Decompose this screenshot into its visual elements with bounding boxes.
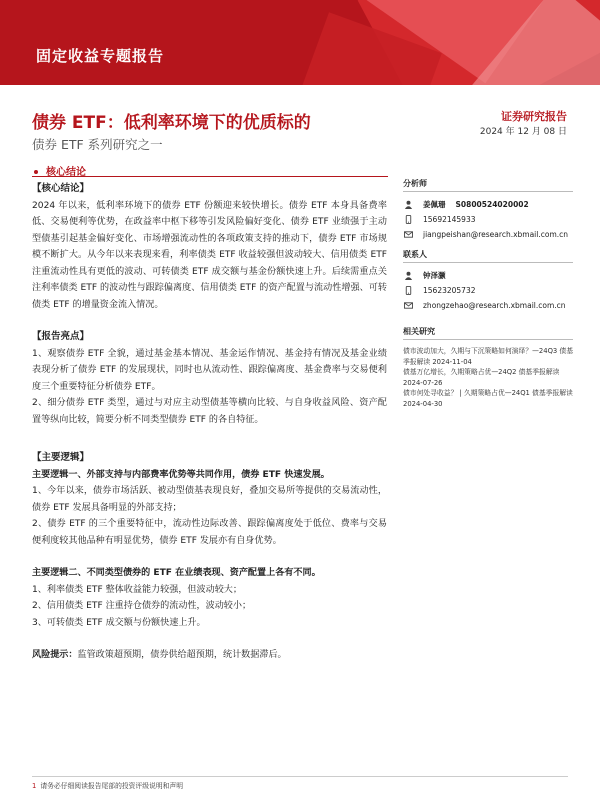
analyst-cert: S0800524020002 (455, 200, 529, 209)
logic-item: 1、今年以来，债券市场活跃、被动型债基表现良好，叠加交易所等提供的交易流动性，债券 ETF 发展具备明显的外部支持； (32, 486, 387, 513)
related-research-item[interactable]: 债基万亿增长，久期策略占优—24Q2 债基季报解读 2024-07-26 (403, 368, 560, 387)
contact-phone-row (403, 284, 573, 297)
logic-item: 2、信用债类 ETF 注重持仓债券的流动性，波动较小； (32, 601, 252, 611)
person-icon (403, 200, 414, 209)
highlight-item: 1、观察债券 ETF 全貌，通过基金基本情况、基金运作情况、基金持有情况及基金业绩表现分析了债券 ETF 的发展现状，同时也从流动性、跟踪偏离度、基金费率与交易便利度三个重要特征分析债券 ETF。 (32, 348, 387, 392)
person-icon (403, 271, 414, 280)
email-icon (403, 230, 414, 239)
footer-disclaimer: 请务必仔细阅读报告尾部的投资评级说明和声明 (40, 782, 184, 790)
sidebar (403, 178, 573, 409)
logic-item: 3、可转债类 ETF 成交额与份额快速上升。 (32, 617, 206, 628)
page-number: 1 (32, 782, 37, 790)
risk-text: 监管政策超预期，债券供给超预期，统计数据滞后。 (77, 650, 287, 660)
divider (32, 176, 388, 177)
logic-item: 2、债券 ETF 的三个重要特征中，流动性边际改善、跟踪偏离度处于低位、费率与交易便利度较其他品种有明显优势，债券 ETF 发展亦有自身优势。 (32, 519, 387, 546)
logic-item: 1、利率债类 ETF 整体收益能力较强，但波动较大； (32, 584, 242, 595)
contact-row (403, 269, 573, 282)
analyst-label: 分析师 (403, 178, 573, 192)
logic-title: 主要逻辑一、外部支持与内部费率优势等共同作用，债券 ETF 快速发展。 (32, 469, 330, 480)
phone-icon (403, 286, 414, 295)
phone-icon (403, 215, 414, 224)
logic-title: 主要逻辑二、不同类型债券的 ETF 在业绩表现、资产配置上各有不同。 (32, 568, 321, 578)
analyst-email-row (403, 228, 573, 241)
contact-name: 钟泽灏 (423, 271, 446, 280)
risk-label: 风险提示： (32, 650, 78, 660)
related-research-label: 相关研究 (403, 326, 573, 340)
report-type-label: 证券研究报告 (501, 110, 567, 123)
core-tag-text: 核心结论 (46, 167, 86, 178)
bullet-dot (34, 170, 38, 174)
analyst-phone: 15692145933 (423, 215, 476, 224)
conclusion-paragraph: 2024 年以来，低利率环境下的债券 ETF 份额迎来较快增长。债券 ETF 本身具备费率低、交易便利等优势，在政益率中枢下移等引发风险偏好变化、债券 ETF 业绩强于主动型债基引起基金偏好变化、市场增强流动性的各项政策支持的推动下，债券 ETF 市场规模不断扩大。从今年以来表现来看，利率债类 ETF 收益较强但波动较大、信用债类 ETF 注重流动性具有更低的波动、可转债类 ETF 成交额与基金份额快速上升。后续需重点关注利率债类 ETF 的波动性与跟踪偏离度、信用债类 ETF 的资产配置与流动性增强、可转债类 ETF 的增量资金流入情况。 (32, 200, 387, 310)
page-title: 债券 ETF：低利率环境下的优质标的 (32, 113, 311, 133)
related-research-item[interactable]: 债市何处寻收益？ | 久期策略占优—24Q1 债基季报解读 2024-04-30 (403, 389, 573, 408)
section-heading: 【主要逻辑】 (32, 452, 90, 463)
analyst-phone-row (403, 213, 573, 226)
analyst-email[interactable]: jiangpeishan@research.xbmail.com.cn (423, 230, 569, 239)
contact-phone: 15623205732 (423, 286, 476, 295)
footer (32, 780, 183, 790)
email-icon (403, 301, 414, 310)
analyst-row (403, 198, 573, 211)
report-date: 2024 年 12 月 08 日 (479, 127, 567, 137)
highlight-item: 2、细分债券 ETF 类型，通过与对应主动型债基等横向比较、与自身收益风险、资产配置等纵向比较，简要分析不同类型债券 ETF 的各自特征。 (32, 398, 387, 425)
contact-email[interactable]: zhongzehao@research.xbmail.com.cn (423, 301, 566, 310)
report-category: 固定收益专题报告 (36, 47, 165, 65)
contact-label: 联系人 (403, 249, 573, 263)
related-research-item[interactable]: 债市波动加大，久期与下沉策略如何演绎？—24Q3 债基季报解读 2024-11-04 (403, 347, 574, 366)
contact-email-row (403, 299, 573, 312)
page-subtitle: 债券 ETF 系列研究之一 (32, 137, 163, 152)
footer-divider (32, 776, 568, 777)
section-heading: 【报告亮点】 (32, 331, 90, 342)
header-banner (0, 0, 600, 85)
analyst-name: 姜佩珊 (423, 200, 446, 209)
risk-warning (32, 647, 387, 664)
main-content (32, 181, 387, 664)
section-heading: 【核心结论】 (32, 183, 90, 194)
